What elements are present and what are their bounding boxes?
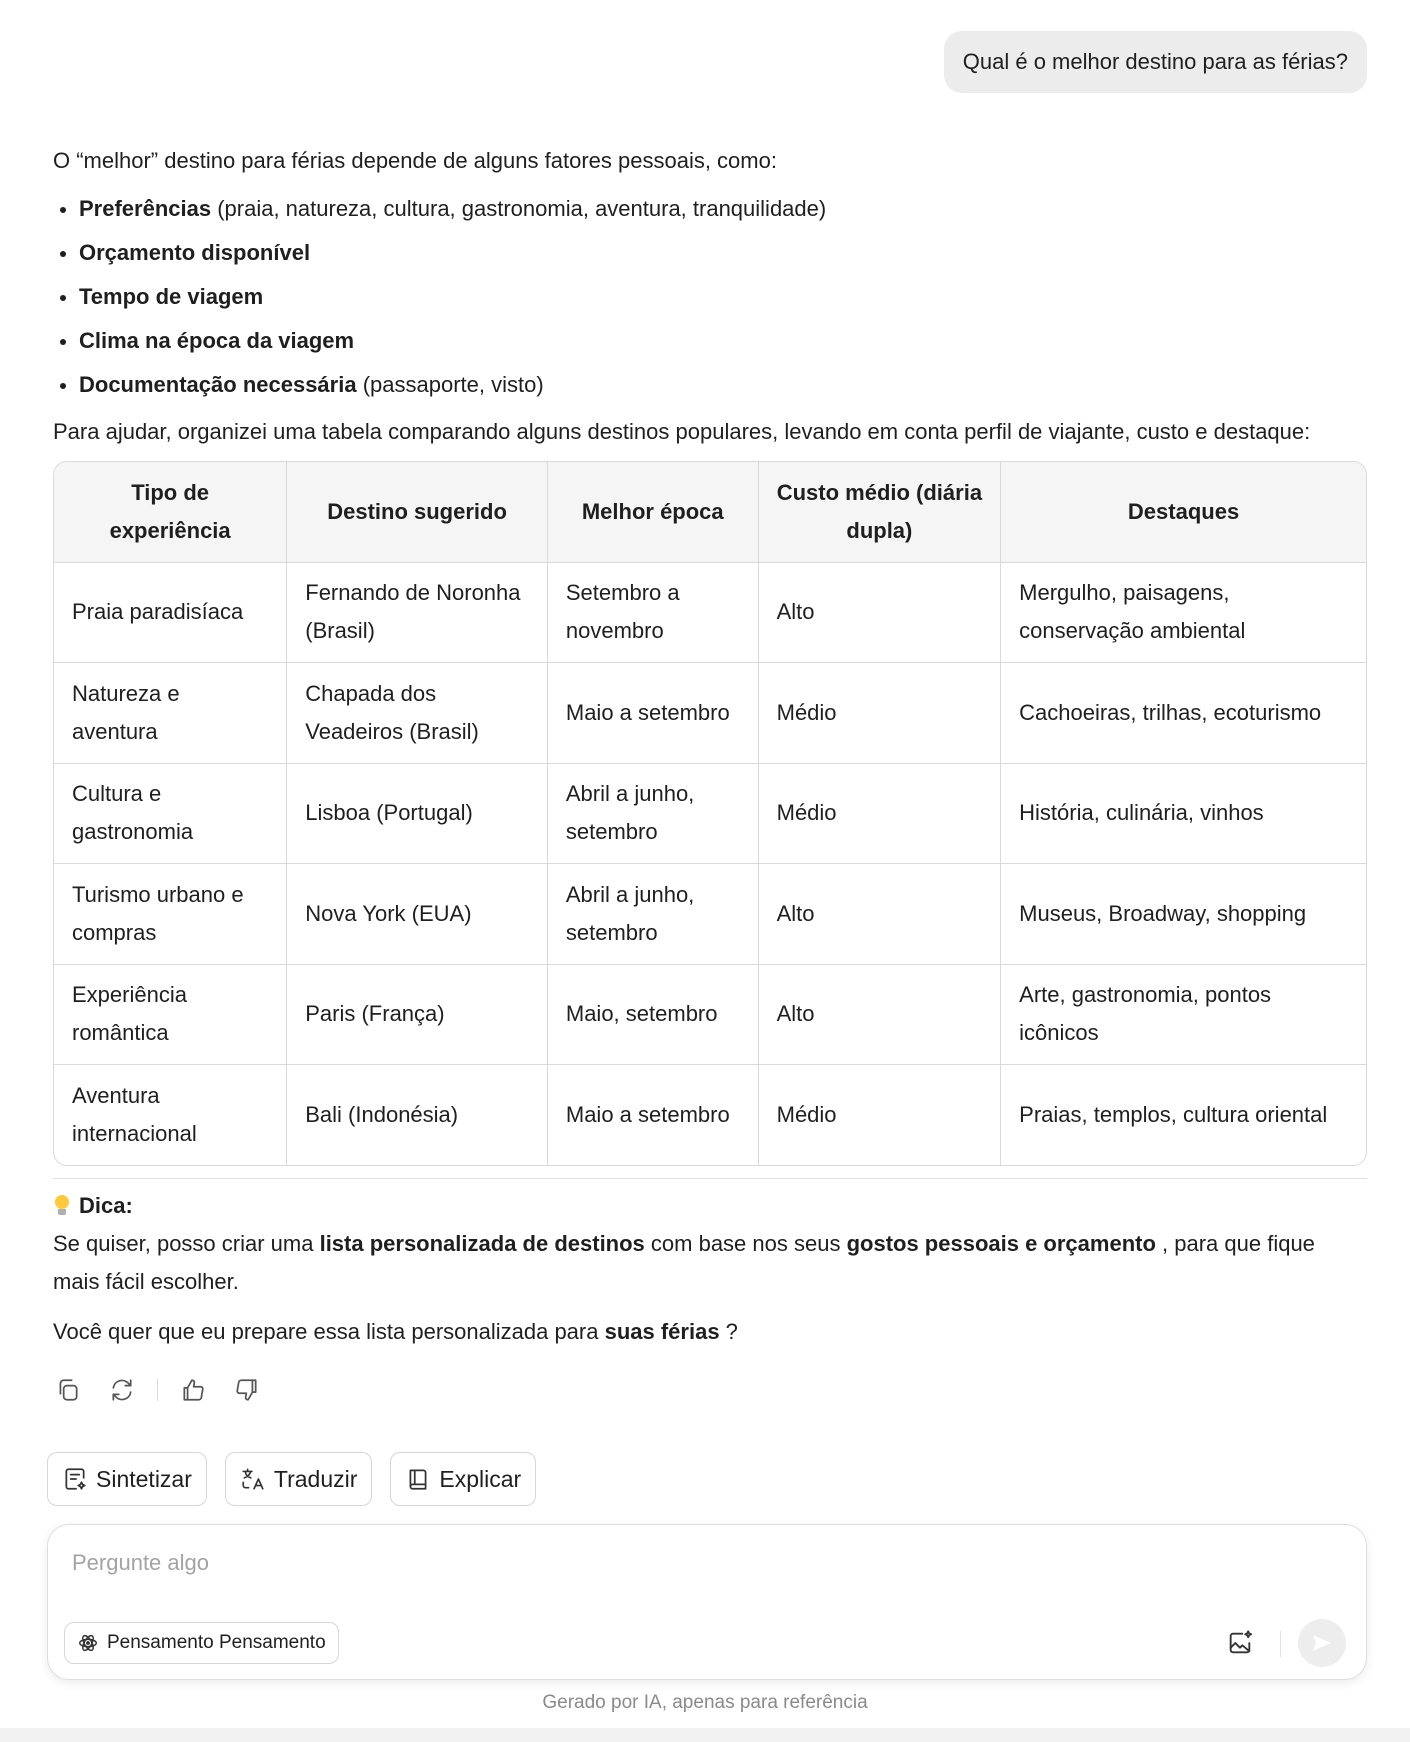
list-item: Clima na época da viagem	[53, 319, 1367, 363]
table-cell: Turismo urbano e compras	[54, 864, 287, 965]
table-cell: Cachoeiras, trilhas, ecoturismo	[1001, 663, 1366, 764]
table-cell: Experiência romântica	[54, 964, 287, 1065]
message-composer	[47, 1524, 1367, 1680]
table-cell: Aventura internacional	[54, 1065, 287, 1166]
answer-intro: O “melhor” destino para férias depende de alguns fatores pessoais, como:	[53, 148, 777, 173]
translate-icon	[240, 1466, 266, 1492]
table-cell: Maio a setembro	[547, 663, 758, 764]
table-cell: Alto	[758, 864, 1001, 965]
lightbulb-icon	[53, 1194, 71, 1218]
list-item: Orçamento disponível	[53, 231, 1367, 275]
table-cell: História, culinária, vinhos	[1001, 763, 1366, 864]
list-item: Documentação necessária (passaporte, visto)	[53, 363, 1367, 407]
table-cell: Cultura e gastronomia	[54, 763, 287, 864]
send-button[interactable]	[1298, 1619, 1346, 1667]
list-item: Tempo de viagem	[53, 275, 1367, 319]
tip-heading: Dica:	[53, 1187, 1367, 1225]
table-cell: Nova York (EUA)	[287, 864, 548, 965]
copy-button[interactable]	[53, 1375, 83, 1405]
table-cell: Praia paradisíaca	[54, 562, 287, 663]
table-cell: Abril a junho, setembro	[547, 864, 758, 965]
bottom-strip	[0, 1728, 1410, 1742]
table-row	[54, 864, 1366, 965]
table-cell: Médio	[758, 663, 1001, 764]
divider	[53, 1178, 1367, 1179]
table-header: Destaques	[1001, 462, 1366, 562]
thinking-toggle-button[interactable]: Pensamento Pensamento	[64, 1622, 339, 1664]
like-button[interactable]	[178, 1375, 208, 1405]
list-item: Preferências (praia, natureza, cultura, gastronomia, aventura, tranquilidade)	[53, 187, 1367, 231]
table-row	[54, 763, 1366, 864]
summarize-icon	[62, 1466, 88, 1492]
image-sparkle-icon	[1226, 1629, 1254, 1657]
summarize-button[interactable]: Sintetizar	[47, 1452, 207, 1506]
dislike-button[interactable]	[232, 1375, 262, 1405]
table-header: Custo médio (diária dupla)	[758, 462, 1001, 562]
send-icon	[1310, 1631, 1334, 1655]
table-header-row	[54, 462, 1366, 562]
message-actions	[53, 1375, 286, 1405]
table-row	[54, 1065, 1366, 1166]
factors-list	[53, 187, 1367, 407]
copy-icon	[55, 1377, 81, 1403]
table-cell: Arte, gastronomia, pontos icônicos	[1001, 964, 1366, 1065]
composer-separator	[1280, 1631, 1281, 1657]
table-cell: Médio	[758, 763, 1001, 864]
table-header: Melhor época	[547, 462, 758, 562]
action-separator	[157, 1379, 158, 1401]
table-cell: Maio a setembro	[547, 1065, 758, 1166]
follow-up-question: Você quer que eu prepare essa lista personalizada para suas férias ?	[53, 1318, 738, 1344]
table-cell: Alto	[758, 562, 1001, 663]
table-row	[54, 663, 1366, 764]
table-cell: Lisboa (Portugal)	[287, 763, 548, 864]
table-cell: Chapada dos Veadeiros (Brasil)	[287, 663, 548, 764]
quick-actions	[47, 1452, 536, 1506]
table-cell: Natureza e aventura	[54, 663, 287, 764]
table-cell: Alto	[758, 964, 1001, 1065]
table-header: Destino sugerido	[287, 462, 548, 562]
user-message-bubble: Qual é o melhor destino para as férias?	[944, 31, 1367, 93]
table-intro: Para ajudar, organizei uma tabela comparando alguns destinos populares, levando em conta perfil de viajante, custo e destaque:	[53, 418, 1311, 444]
table-cell: Praias, templos, cultura oriental	[1019, 1102, 1328, 1128]
regenerate-icon	[109, 1377, 135, 1403]
destinations-table	[53, 461, 1367, 1166]
thumbs-down-icon	[234, 1377, 260, 1403]
table-row	[54, 964, 1366, 1065]
book-icon	[405, 1466, 431, 1492]
message-input[interactable]	[72, 1543, 1272, 1583]
table-cell: Maio, setembro	[547, 964, 758, 1065]
tip-text: Se quiser, posso criar uma lista personalizada de destinos com base nos seus gostos pessoais e orçamento , para que fique mais fácil escolher.	[53, 1231, 1315, 1294]
table-row	[54, 562, 1366, 663]
table-cell: Abril a junho, setembro	[547, 763, 758, 864]
explain-button[interactable]: Explicar	[390, 1452, 536, 1506]
table-cell: Museus, Broadway, shopping	[1001, 864, 1366, 965]
atom-icon	[77, 1632, 99, 1654]
translate-button[interactable]: Traduzir	[225, 1452, 373, 1506]
table-cell: Paris (França)	[287, 964, 548, 1065]
regenerate-button[interactable]	[107, 1375, 137, 1405]
table-cell: Mergulho, paisagens, conservação ambiental	[1001, 562, 1366, 663]
table-cell: Fernando de Noronha (Brasil)	[287, 562, 548, 663]
table-cell: Bali (Indonésia)	[287, 1065, 548, 1166]
assistant-answer	[53, 142, 1367, 1351]
table-cell: Médio	[758, 1065, 1001, 1166]
thumbs-up-icon	[180, 1377, 206, 1403]
table-cell: Setembro a novembro	[547, 562, 758, 663]
image-upload-button[interactable]	[1224, 1627, 1256, 1659]
table-header: Tipo de experiência	[54, 462, 287, 562]
disclaimer-note: Gerado por IA, apenas para referência	[542, 1692, 868, 1713]
